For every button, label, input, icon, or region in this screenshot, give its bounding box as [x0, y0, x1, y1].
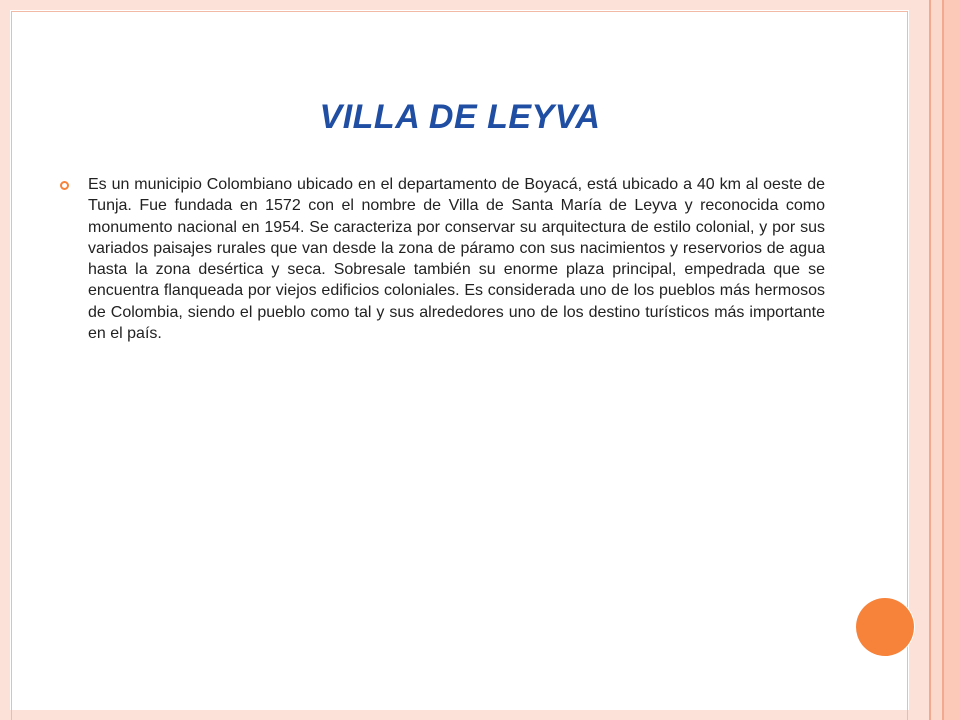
slide-title: VILLA DE LEYVA [319, 98, 601, 136]
decor-circle [856, 598, 914, 656]
decor-stripe [931, 0, 942, 720]
bullet-icon [60, 181, 69, 190]
decor-stripe [919, 0, 929, 720]
slide-body [60, 174, 825, 344]
decor-stripe [944, 0, 960, 720]
body-paragraph: Es un municipio Colombiano ubicado en el departamento de Boyacá, está ubicado a 40 km al oeste de Tunja. Fue fundada en 1572 con el nombre de Villa de Santa María de Leyva y reconocida como monumento nacional en 1954. Se caracteriza por conservar su arquitectura de estilo colonial, y por sus variados paisajes rurales que van desde la zona de páramo con sus nacimientos y reservorios de agua hasta la zona desértica y seca. Sobresale también su enorme plaza principal, empedrada que se encuentra flanqueada por viejos edificios coloniales. Es considerada uno de los pueblos más hermosos de Colombia, siendo el pueblo como tal y sus alrededores uno de los destino turísticos más importante en el país. [88, 176, 825, 343]
